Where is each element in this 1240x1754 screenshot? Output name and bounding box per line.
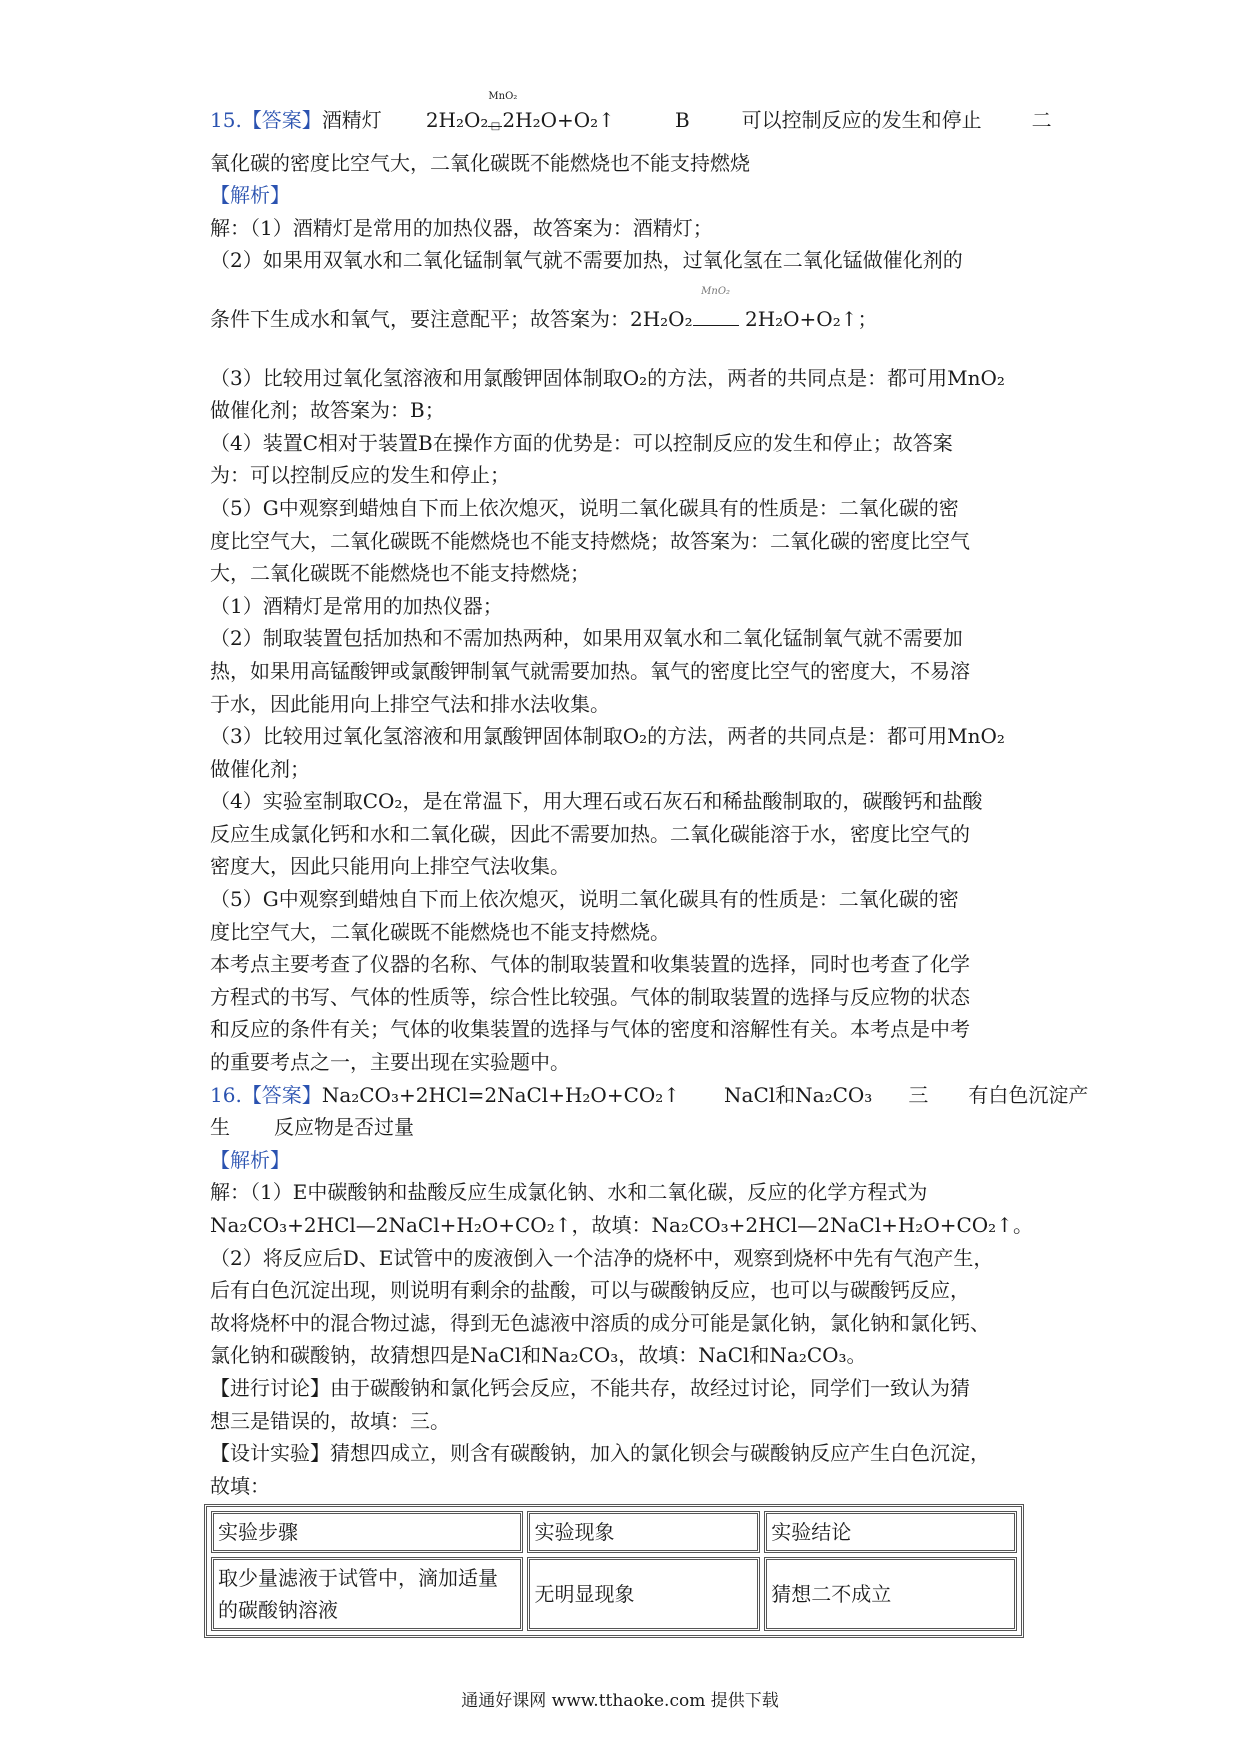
q16-l4: 后有白色沉淀出现，则说明有剩余的盐酸，可以与碳酸钠反应，也可以与碳酸钙反应， [210, 1278, 970, 1303]
q15-l23: 方程式的书写、气体的性质等，综合性比较强。气体的制取装置的选择与反应物的状态 [210, 984, 970, 1009]
q15-number: 15. [210, 108, 242, 132]
q16-ans3: 三 [908, 1082, 929, 1107]
q15-l25: 的重要考点之一，主要出现在实验题中。 [210, 1050, 570, 1075]
q15-l5: 做催化剂；故答案为：B； [210, 398, 445, 423]
q16-l7: 【进行讨论】由于碳酸钠和氯化钙会反应，不能共存，故经过讨论，同学们一致认为猜 [210, 1375, 970, 1400]
q16-answer-line [210, 1079, 1089, 1112]
q15-l17: （4）实验室制取CO₂，是在常温下，用大理石或石灰石和稀盐酸制取的，碳酸钙和盐酸 [210, 789, 983, 814]
table-row [211, 1557, 1017, 1631]
q15-l15: （3）比较用过氧化氢溶液和用氯酸钾固体制取O₂的方法，两者的共同点是：都可用MnO₂ [210, 724, 1005, 749]
q16-l9: 【设计实验】猜想四成立，则含有碳酸钠，加入的氯化钡会与碳酸钠反应产生白色沉淀， [210, 1441, 990, 1466]
experiment-table [204, 1504, 1024, 1638]
q15-l20: （5）G中观察到蜡烛自下而上依次熄灭，说明二氧化碳具有的性质是：二氧化碳的密 [210, 887, 959, 912]
table-cell: 猜想二不成立 [764, 1557, 1017, 1631]
q15-l18: 反应生成氯化钙和水和二氧化碳，因此不需要加热。二氧化碳能溶于水，密度比空气的 [210, 821, 970, 846]
q15-l2: （2）如果用双氧水和二氧化锰制氧气就不需要加热，过氧化氢在二氧化锰做催化剂的 [210, 248, 963, 273]
q16-ans1: Na₂CO₃+2HCl=2NaCl+H₂O+CO₂↑ [321, 1082, 681, 1107]
q15-l4: （3）比较用过氧化氢溶液和用氯酸钾固体制取O₂的方法，两者的共同点是：都可用MnO₂ [210, 365, 1005, 390]
q16-l5: 故将烧杯中的混合物过滤，得到无色滤液中溶质的成分可能是氯化钠，氯化钠和氯化钙、 [210, 1310, 990, 1335]
q15-ans5-start: 二 [1031, 108, 1052, 132]
q15-eq-right: 2H₂O+O₂↑ [502, 108, 615, 132]
table-cell: 取少量滤液于试管中，滴加适量的碳酸钠溶液 [211, 1557, 523, 1631]
q15-l10: 大，二氧化碳既不能燃烧也不能支持燃烧； [210, 561, 590, 586]
q15-ans4: 可以控制反应的发生和停止 [741, 108, 982, 132]
q16-l2: Na₂CO₃+2HCl—2NaCl+H₂O+CO₂↑，故填：Na₂CO₃+2HCl—2NaCl+H₂O+CO₂↑。 [210, 1213, 1033, 1237]
q15-l12: （2）制取装置包括加热和不需加热两种，如果用双氧水和二氧化锰制氧气就不需要加 [210, 626, 963, 651]
q16-l10: 故填： [210, 1473, 270, 1498]
q16-ans2: NaCl和Na₂CO₃ [724, 1082, 873, 1107]
q16-answer-line-2 [210, 1111, 1040, 1144]
q16-answer-tag: 【答案】 [241, 1082, 322, 1107]
q16-ans5: 反应物是否过量 [274, 1115, 414, 1140]
table-header-row [211, 1511, 1017, 1553]
q15-l16: 做催化剂； [210, 756, 310, 781]
q15-l3: 条件下生成水和氧气，要注意配平；故答案为：2H₂O₂ MnO₂ 2H₂O+O₂↑； [210, 303, 1040, 336]
q15-answer-line [210, 91, 1052, 137]
q15-l13: 热，如果用高锰酸钾或氯酸钾制氧气就需要加热。氧气的密度比空气的密度大，不易溶 [210, 658, 970, 683]
q16-jiexi: 【解析】 [210, 1147, 290, 1172]
q15-l1: 解：（1）酒精灯是常用的加热仪器，故答案为：酒精灯； [210, 215, 713, 240]
q16-ans4-rest: 生 [210, 1115, 230, 1140]
q15-l11: （1）酒精灯是常用的加热仪器； [210, 593, 503, 618]
q16-l6: 氯化钠和碳酸钠，故猜想四是NaCl和Na₂CO₃，故填：NaCl和Na₂CO₃。 [210, 1343, 867, 1368]
q15-l22: 本考点主要考查了仪器的名称、气体的制取装置和收集装置的选择，同时也考查了化学 [210, 952, 970, 977]
q16-number: 16. [210, 1082, 242, 1107]
q15-l9: 度比空气大，二氧化碳既不能燃烧也不能支持燃烧；故答案为：二氧化碳的密度比空气 [210, 528, 970, 553]
table-header-cell: 实验现象 [527, 1511, 760, 1553]
q15-l24: 和反应的条件有关；气体的收集装置的选择与气体的密度和溶解性有关。本考点是中考 [210, 1017, 970, 1042]
q15-l6: （4）装置C相对于装置B在操作方面的优势是：可以控制反应的发生和停止；故答案 [210, 430, 953, 455]
q15-ans3: B [674, 108, 690, 132]
q15-l19: 密度大，因此只能用向上排空气法收集。 [210, 854, 570, 879]
q16-l3: （2）将反应后D、E试管中的废液倒入一个洁净的烧杯中，观察到烧杯中先有气泡产生， [210, 1245, 994, 1270]
table-header-cell: 实验结论 [764, 1511, 1017, 1553]
q15-ans1: 酒精灯 [321, 108, 382, 132]
q15-l7: 为：可以控制反应的发生和停止； [210, 463, 510, 488]
q15-l3-condition: MnO₂ [693, 303, 739, 336]
q15-l21: 度比空气大，二氧化碳既不能燃烧也不能支持燃烧。 [210, 919, 670, 944]
page-content [210, 91, 1089, 1638]
q15-jiexi: 【解析】 [210, 183, 290, 208]
q15-l14: 于水，因此能用向上排空气法和排水法收集。 [210, 691, 610, 716]
q15-answer-tag: 【答案】 [241, 108, 322, 132]
page-footer: 通通好课网 www.tthaoke.com 提供下载 [461, 1691, 779, 1711]
table-cell: 无明显现象 [527, 1557, 760, 1631]
q15-eq-left: 2H₂O₂ [425, 108, 489, 132]
q16-l1: 解：（1）E中碳酸钠和盐酸反应生成氯化钠、水和二氧化碳，反应的化学方程式为 [210, 1180, 928, 1205]
q15-l8: （5）G中观察到蜡烛自下而上依次熄灭，说明二氧化碳具有的性质是：二氧化碳的密 [210, 495, 959, 520]
q15-eq-condition: $\frac{\text{MnO₂}}{□}$ [488, 91, 518, 132]
table-header-cell: 实验步骤 [211, 1511, 523, 1553]
q16-ans4-start: 有白色沉淀产 [968, 1082, 1089, 1107]
q16-l8: 想三是错误的，故填：三。 [210, 1408, 450, 1433]
q15-ans5-rest: 氧化碳的密度比空气大，二氧化碳既不能燃烧也不能支持燃烧 [210, 150, 750, 175]
